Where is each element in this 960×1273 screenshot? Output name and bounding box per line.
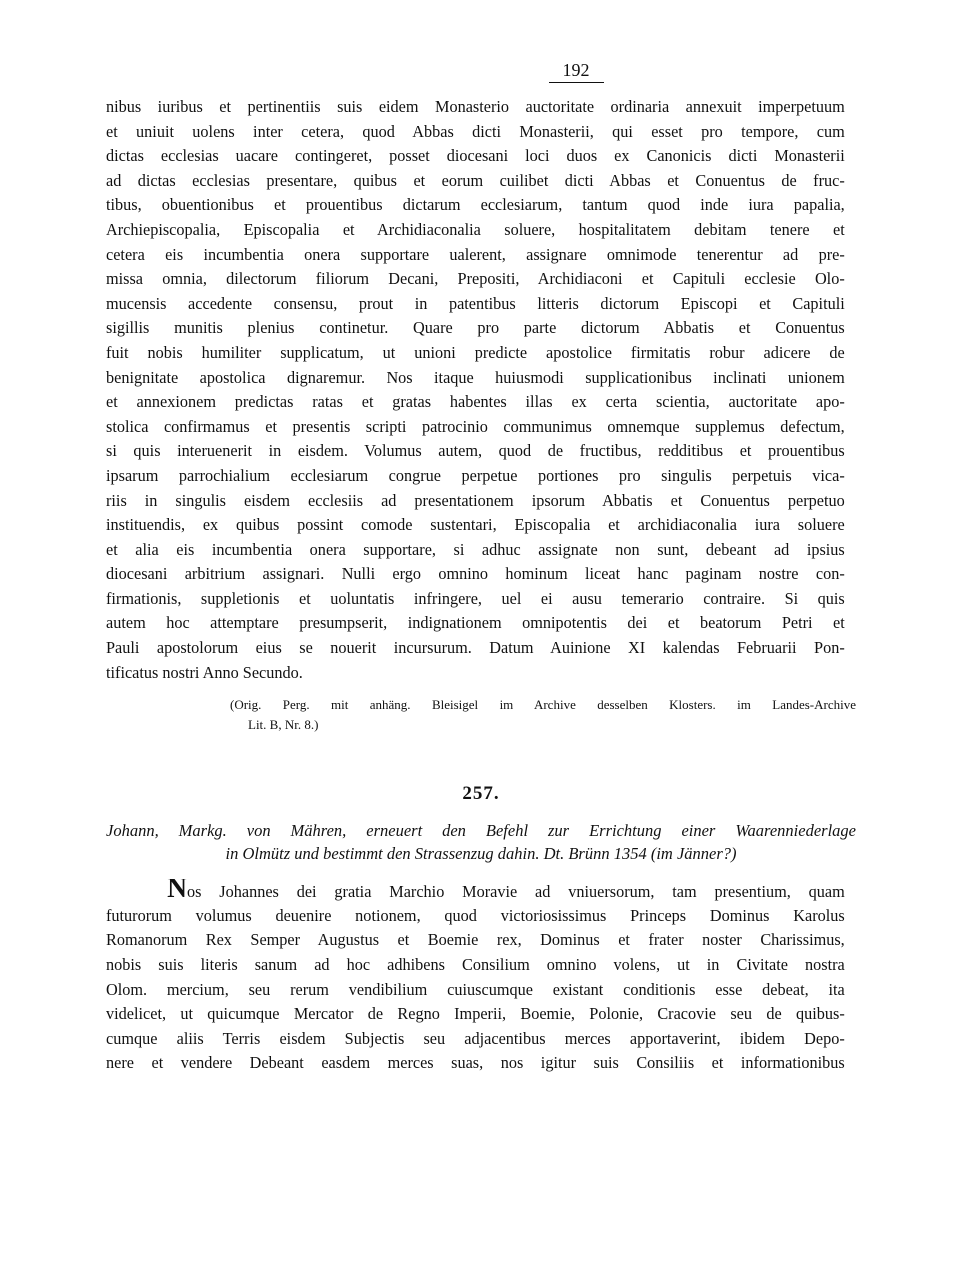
source-note-line: (Orig. Perg. mit anhäng. Bleisigel im Archive desselben Klosters. im Landes-Archive: [230, 697, 856, 713]
text-line: missa omnia, dilectorum filiorum Decani, Prepositi, Archidiaconi et Capituli ecclesie Olo-: [106, 269, 845, 289]
first-line-text: os Johannes dei gratia Marchio Moravie ad vniuersorum, tam presentium, quam: [187, 882, 845, 902]
text-line: cetera eis incumbentia onera supportare ualerent, assignare omnimode tenerentur ad pre-: [106, 244, 845, 264]
text-line: futurorum volumus deuenire notionem, quod victoriosissimus Princeps Dominus Karolus: [106, 905, 845, 925]
text-line: mucensis accedente consensu, prout in patentibus litteris dictorum Episcopi et Capituli: [106, 293, 845, 313]
text-line: videlicet, ut quicumque Mercator de Regno Imperii, Boemie, Polonie, Cracovie seu de quibus-: [106, 1004, 845, 1024]
text-line: Olom. mercium, seu rerum vendibilium cuiuscumque existant conditionis esse debeat, ita: [106, 979, 845, 999]
regest-line: in Olmütz und bestimmt den Strassenzug dahin. Dt. Brünn 1354 (im Jänner?): [225, 844, 737, 864]
text-line: nobis suis literis sanum ad hoc adhibens Consilium omnino volens, ut in Civitate nostra: [106, 955, 845, 975]
text-line: Archiepiscopalia, Episcopalia et Archidiaconalia soluere, hospitalitatem debitam tenere et: [106, 219, 845, 239]
text-line: tificatus nostri Anno Secundo.: [106, 662, 303, 682]
charter-regest: [106, 819, 856, 865]
text-line: et uniuit uolens inter cetera, quod Abbas dicti Monasterii, qui esset pro tempore, cum: [106, 121, 845, 141]
text-line: [106, 879, 845, 904]
text-line: nibus iuribus et pertinentiis suis eidem Monasterio auctoritate ordinaria annexuit imperpetuum: [106, 97, 845, 116]
text-line: sigillis munitis plenius continetur. Quare pro parte dictorum Abbatis et Conuentus: [106, 318, 845, 338]
regest-line: Johann, Markg. von Mähren, erneuert den Befehl zur Errichtung einer Waarenniederlage: [106, 821, 856, 841]
text-line: diocesani arbitrium assignari. Nulli ergo omnino hominum liceat hanc paginam nostre con-: [106, 564, 845, 584]
text-line: si quis interuenerit in eisdem. Volumus autem, quod de fructibus, redditibus et prouentibus: [106, 441, 845, 461]
text-line: fuit nobis humiliter supplicatum, ut unioni predicte apostolice firmitatis robur adicere de: [106, 342, 845, 362]
charter-text: [106, 879, 845, 1076]
page-number-text: 192: [549, 60, 604, 83]
text-line: instituendis, ex quibus possint comode sustentari, Episcopalia et archidiaconalia iura soluere: [106, 515, 845, 535]
text-line: riis in singulis eisdem ecclesiis ad presentationem ipsorum Abbatis et Conuentus perpetuo: [106, 490, 845, 510]
text-line: benignitate apostolica dignaremur. Nos itaque huiusmodi supplicationibus inclinati unionem: [106, 367, 845, 387]
text-line: Romanorum Rex Semper Augustus et Boemie rex, Dominus et frater noster Charissimus,: [106, 930, 845, 950]
document-page: [106, 60, 856, 1076]
text-line: autem hoc attemptare presumpserit, indignationem omnipotentis dei et beatorum Petri et: [106, 613, 845, 633]
text-line: et alia eis incumbentia onera supportare, si adhuc assignate non sunt, debeant ad ipsius: [106, 539, 845, 559]
text-line: et annexionem predictas ratas et gratas habentes illas ex certa scientia, auctoritate apo-: [106, 392, 845, 412]
source-note: [230, 695, 856, 735]
previous-charter-text: [106, 95, 845, 685]
text-line: ad dictas ecclesias presentare, quibus et eorum cuilibet dicti Abbas et Conuentus de fruc-: [106, 170, 845, 190]
text-line: cumque aliis Terris eisdem Subjectis seu adjacentibus merces apportaverint, ibidem Depo-: [106, 1028, 845, 1048]
text-line: ipsarum parrochialium ecclesiarum congrue perpetue portiones pro singulis perpetuis vica-: [106, 465, 845, 485]
text-line: Pauli apostolorum eius se nouerit incursurum. Datum Auinione XI kalendas Februarii Pon-: [106, 638, 845, 658]
initial-letter: N: [167, 879, 188, 904]
source-note-line: Lit. B, Nr. 8.): [248, 717, 319, 733]
page-number: [106, 60, 856, 83]
text-line: stolica confirmamus et presentis scripti patrocinio communimus omnemque supplemus defectum,: [106, 416, 845, 436]
text-line: nere et vendere Debeant easdem merces suas, nos igitur suis Consiliis et informationibus: [106, 1053, 845, 1073]
text-line: tibus, obuentionibus et prouentibus dictarum ecclesiarum, tantum quod inde iura papalia,: [106, 195, 845, 215]
text-line: firmationis, suppletionis et uoluntatis infringere, uel ei ausu temerario contraire. Si quis: [106, 588, 845, 608]
charter-number: 257.: [462, 783, 500, 805]
text-line: dictas ecclesias uacare contingeret, posset diocesani loci duos ex Canonicis dicti Monasterii: [106, 146, 845, 166]
